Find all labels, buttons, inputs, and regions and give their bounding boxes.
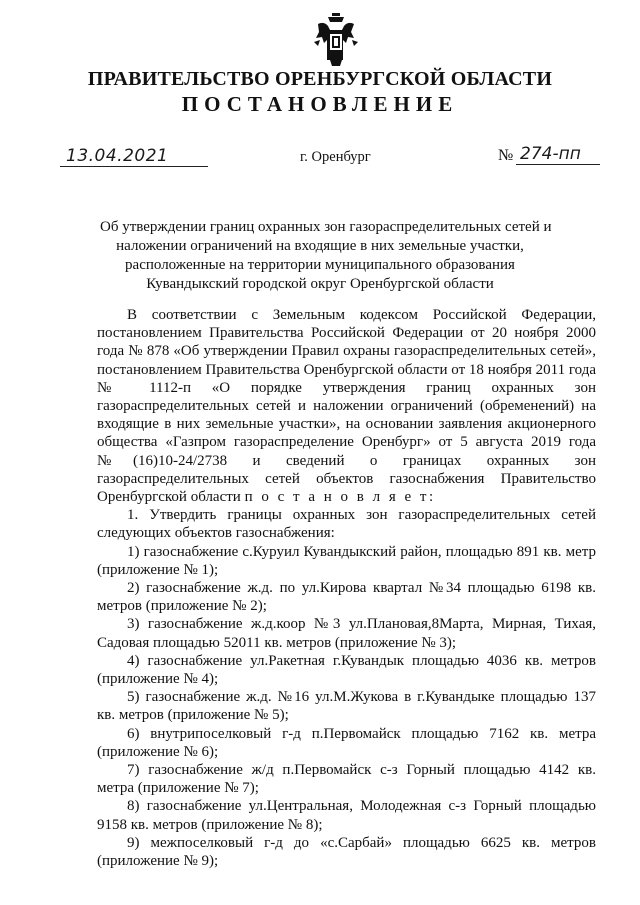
subject-line: расположенные на территории муниципального образования — [125, 257, 515, 273]
preamble-text: В соответствии с Земельным кодексом Российской Федерации, постановлением Правительства Российской Федерации от 20 ноября 2000 года № 878 «Об утверждении Правил охраны газораспределительных сетей», постановлением Правительства Оренбургской области от 18 ноября 2011 года № 1112-п «О порядке утверждения границ охранных зон газораспределительных сетей и наложении ограничений (обременений) на входящие в них земельные участки», на основании заявления акционерного общества «Газпром газораспределение Оренбург» от 5 августа 2019 года №(16)10-24/2738 и сведений о границах охранных зон газораспределительных сетей объектов газоснабжения Правительство Оренбургской области — [97, 307, 596, 506]
subitem: 1) газоснабжение с.Куруил Кувандыкский район, площадью 891 кв. метр (приложение № 1); — [97, 543, 596, 578]
item-1: 1. Утвердить границы охранных зон газораспределительных сетей следующих объектов газоснабжения: — [97, 507, 596, 542]
subitem: 9) межпоселковый г-д до «с.Сарбай» площадью 6625 кв. метров (приложение № 9); — [97, 834, 596, 870]
document-subject — [100, 218, 552, 294]
subitem: 4) газоснабжение ул.Ракетная г.Кувандык площадью 4036 кв. метров (приложение № 4); — [97, 652, 596, 688]
subitem: 5) газоснабжение ж.д. №16 ул.М.Жукова в г.Кувандыке площадью 137 кв. метров (приложение № 5); — [97, 689, 596, 724]
subject-line: наложении ограничений на входящие в них земельные участки, — [116, 238, 524, 254]
document-type-heading: ПОСТАНОВЛЕНИЕ — [181, 92, 459, 116]
coat-of-arms-emblem — [312, 12, 360, 68]
subject-line: Об утверждении границ охранных зон газораспределительных сетей и — [100, 219, 552, 235]
document-date: 13.04.2021 — [60, 146, 208, 167]
number-sign: № — [498, 147, 514, 164]
preamble-paragraph — [97, 306, 596, 506]
decree-word: п о с т а н о в л я е т: — [244, 489, 436, 506]
document-number: 274-пп — [516, 144, 600, 165]
document-city: г. Оренбург — [300, 149, 371, 165]
subitem: 2) газоснабжение ж.д. по ул.Кирова квартал №34 площадью 6198 кв. метров (приложение № 2); — [97, 580, 596, 615]
organization-title: ПРАВИТЕЛЬСТВО ОРЕНБУРГСКОЙ ОБЛАСТИ — [87, 68, 553, 90]
subitem: 8) газоснабжение ул.Центральная, Молодежная с-з Горный площадью 9158 кв. метров (приложение № 8); — [97, 798, 596, 833]
subject-line: Кувандыкский городской округ Оренбургской области — [146, 276, 494, 292]
subitem: 7) газоснабжение ж/д п.Первомайск с-з Горный площадью 4142 кв. метра (приложение № 7); — [97, 762, 596, 797]
subitem: 6) внутрипоселковый г-д п.Первомайск площадью 7162 кв. метра (приложение № 6); — [97, 725, 596, 760]
document-body — [97, 306, 596, 870]
subitem: 3) газоснабжение ж.д.коор №3 ул.Плановая,8Марта, Мирная, Тихая, Садовая площадью 52011 кв. метров (приложение № 3); — [97, 616, 596, 651]
